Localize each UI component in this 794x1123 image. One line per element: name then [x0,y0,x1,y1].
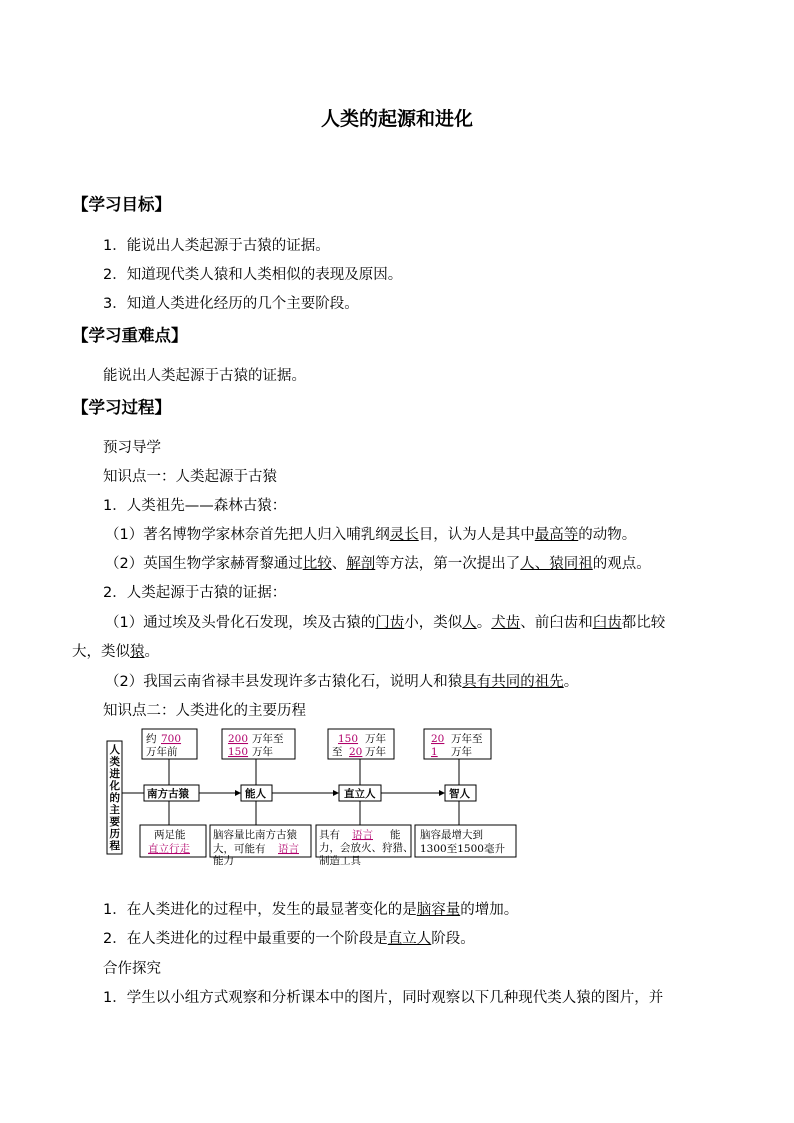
evolution-diagram [100,725,600,865]
text-span: 小，类似 [404,615,463,631]
answer-blank: 人、猿同祖 [520,556,593,572]
focus-text: 能说出人类起源于古猿的证据。 [103,368,306,384]
desc-answer: 直立行走 [148,843,190,855]
desc-answer: 语言 [278,843,299,855]
time-value: 700 [161,733,182,745]
answer-blank: 灵长 [389,527,419,543]
section-heading-process: 【学习过程】 [72,398,171,417]
time-text: 至 [332,746,343,758]
desc-text: 能力 [213,855,234,865]
kp1-paragraph-4 [105,670,578,691]
text-span: （2）英国生物学家赫胥黎通过 [105,556,303,572]
text-span: （1）通过埃及头骨化石发现，埃及古猿的 [105,615,376,631]
desc-text: 能 [390,829,401,841]
kp1-paragraph-2 [105,552,651,573]
time-value: 20 [349,746,363,758]
desc-text: 制造工具 [319,855,361,865]
time-value: 200 [228,733,249,745]
coop-item-1: 1．学生以小组方式观察和分析课本中的图片，同时观察以下几种现代类人猿的图片，并 [103,990,664,1006]
side-label-char: 化 [109,780,120,792]
side-label-char: 要 [109,816,120,828]
time-text: 万年 [451,746,472,758]
time-text: 万年 [365,746,386,758]
desc-text: 两足能 [154,829,186,841]
goal-item: 1．能说出人类起源于古猿的证据。 [103,238,330,254]
side-label-char: 类 [109,756,120,768]
side-label-char: 主 [109,804,120,816]
kp2-heading: 知识点二：人类进化的主要历程 [103,703,306,719]
time-value: 150 [228,746,249,758]
answer-blank: 臼齿 [592,615,622,631]
kp1-paragraph-3 [105,611,665,632]
text-span: 、前臼齿和 [520,615,593,631]
text-span: 大，类似 [72,644,130,660]
conclusion-1 [103,898,518,919]
text-span: 阶段。 [431,931,475,947]
text-span: 1．在人类进化的过程中，发生的最显著变化的是 [103,902,417,918]
desc-text: 脑容最增大到 [420,829,483,841]
desc-text: 大，可能有 [213,843,266,855]
kp1-paragraph-3-cont [72,640,159,661]
desc-text: 1300至1500毫升 [420,843,505,855]
preview-label: 预习导学 [103,440,161,456]
page-title: 人类的起源和进化 [320,108,473,130]
text-span: 。 [563,674,579,690]
conclusion-2 [103,927,475,948]
time-text: 万年至 [451,733,483,745]
section-heading-focus: 【学习重难点】 [72,326,188,345]
time-value: 150 [338,733,359,745]
time-value: 1 [431,746,438,758]
text-span: 都比较 [621,615,666,631]
text-span: 、 [331,556,347,572]
time-text: 约 [146,733,157,745]
stage-name: 智人 [449,788,470,800]
answer-blank: 直立人 [387,931,432,947]
text-span: 的增加。 [460,902,519,918]
desc-answer: 语言 [352,829,373,841]
text-span: 。 [144,644,159,660]
kp1-paragraph-1 [105,523,636,544]
answer-blank: 门齿 [375,615,405,631]
stage-name: 能人 [245,788,266,800]
side-label-char: 人 [109,744,120,756]
time-text: 万年 [252,746,273,758]
text-span: 。 [476,615,492,631]
section-heading-goals: 【学习目标】 [72,195,171,214]
answer-blank: 解剖 [346,556,376,572]
stage-name: 直立人 [344,788,376,800]
answer-blank: 最高等 [534,527,579,543]
time-text: 万年至 [252,733,284,745]
text-span: 2．在人类进化的过程中最重要的一个阶段是 [103,931,388,947]
text-span: 目，认为人是其中 [418,527,535,543]
side-label-char: 历 [109,828,120,840]
goal-item: 2．知道现代类人猿和人类相似的表现及原因。 [103,267,403,283]
side-label-char: 的 [109,792,120,804]
answer-blank: 犬齿 [491,615,521,631]
goal-item: 3．知道人类进化经历的几个主要阶段。 [103,296,359,312]
text-span: （1）著名博物学家林奈首先把人归入哺乳纲 [105,527,390,543]
kp1-item2: 2．人类起源于古猿的证据： [103,585,287,601]
stage-name: 南方古猿 [147,788,189,800]
kp1-heading: 知识点一：人类起源于古猿 [103,469,277,485]
text-span: 的动物。 [578,527,637,543]
answer-blank: 人 [462,615,477,631]
time-value: 20 [431,733,445,745]
desc-text: 力，会放火、狩猎、 [319,842,414,854]
coop-heading: 合作探究 [103,961,161,977]
answer-blank: 猿 [130,644,145,660]
desc-text: 具有 [319,829,340,841]
answer-blank: 具有共同的祖先 [462,674,564,690]
answer-blank: 比较 [302,556,332,572]
arrow-head [235,790,241,796]
text-span: （2）我国云南省禄丰县发现许多古猿化石，说明人和猿 [105,674,463,690]
time-text: 万年 [365,733,386,745]
text-span: 等方法，第一次提出了 [375,556,521,572]
text-span: 的观点。 [592,556,651,572]
arrow-head [333,790,339,796]
desc-text: 脑容量比南方古猿 [213,829,297,841]
side-label-char: 程 [109,840,120,852]
arrow-head [439,790,445,796]
side-label-char: 进 [109,768,120,780]
time-text: 万年前 [146,746,178,758]
kp1-item1: 1．人类祖先——森林古猿： [103,498,287,514]
answer-blank: 脑容量 [416,902,461,918]
